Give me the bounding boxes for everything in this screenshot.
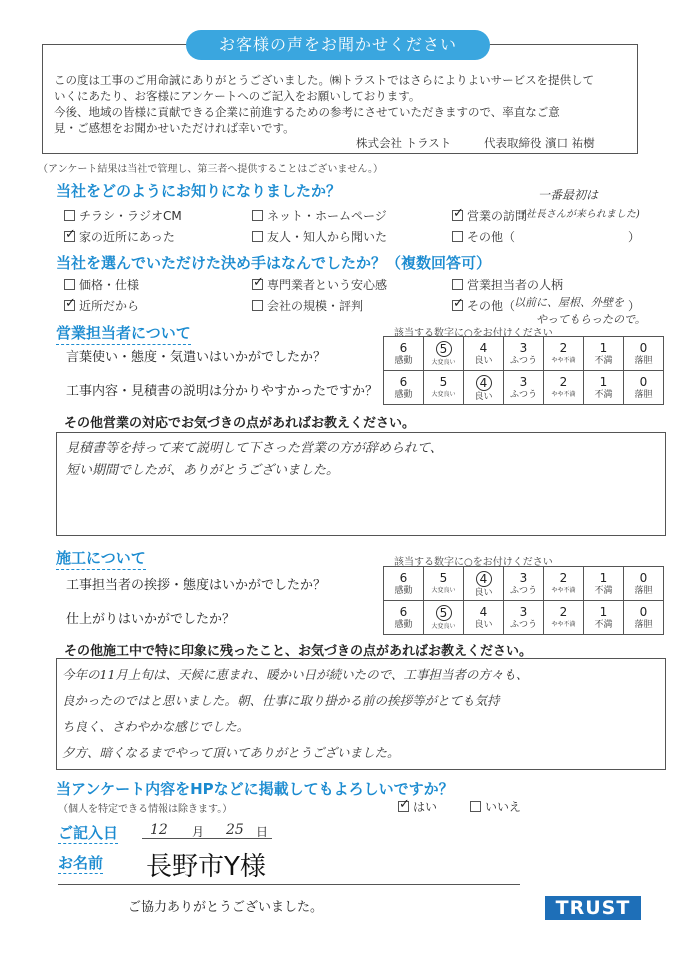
checkbox-checked[interactable] — [452, 300, 463, 311]
rating-cell[interactable]: 1 不満 — [584, 567, 624, 601]
company-name: 株式会社 トラスト — [356, 136, 452, 150]
q2-option-specialist[interactable]: ✓ 専門業者という安心感 — [252, 276, 387, 293]
checkbox-checked[interactable] — [252, 279, 263, 290]
q2-hand-note: 以前に、屋根、外壁を — [514, 296, 624, 309]
checkbox[interactable] — [64, 279, 75, 290]
sales-scale-note: 該当する数字に○をお付けください — [394, 328, 553, 339]
survey-banner: お客様の声をお聞かせください — [186, 30, 490, 60]
rating-cell[interactable]: 3 ふつう — [504, 601, 544, 635]
checkbox[interactable] — [452, 231, 463, 242]
rating-row — [384, 567, 664, 601]
month-unit: 月 — [192, 825, 205, 839]
rating-cell-selected[interactable]: 4 良い — [464, 371, 504, 405]
rating-cell[interactable]: 1 不満 — [584, 337, 624, 371]
hp-option-yes[interactable]: ✓ はい — [398, 798, 437, 815]
q2-option-reputation[interactable]: 会社の規模・評判 — [252, 297, 363, 314]
q1-option-other[interactable]: その他（ — [452, 228, 515, 245]
rating-cell[interactable]: 6 感動 — [384, 601, 424, 635]
rating-cell[interactable]: 0 落胆 — [624, 337, 664, 371]
construction-question-2: 仕上がりはいかがでしたか？ — [66, 612, 236, 627]
q1-close-paren: ） — [628, 230, 641, 244]
rating-cell[interactable]: 6 感動 — [384, 371, 424, 405]
comment-line: 良かったのではと思いました。朝、仕事に取り掛かる前の挨拶等がとても気持 — [62, 693, 500, 708]
comment-line: 見積書等を持って来て説明して下さった営業の方が辞められて、 — [66, 441, 443, 456]
checkbox-checked[interactable] — [452, 210, 463, 221]
q2-option-nearby[interactable]: ✓ 近所だから — [64, 297, 139, 314]
checkbox[interactable] — [452, 279, 463, 290]
intro-text — [54, 72, 632, 136]
rating-cell[interactable]: 6 感動 — [384, 567, 424, 601]
day-unit: 日 — [256, 825, 269, 839]
rating-cell[interactable]: 5 大変良い — [424, 371, 464, 405]
checkbox-checked[interactable] — [64, 300, 75, 311]
date-month: 12 — [150, 822, 168, 838]
construction-comment-text — [62, 662, 662, 766]
rating-cell[interactable]: 6 感動 — [384, 337, 424, 371]
rating-cell[interactable]: 3 ふつう — [504, 567, 544, 601]
checkbox-checked[interactable] — [64, 231, 75, 242]
q1-option-nearby[interactable]: ✓ 家の近所にあった — [64, 228, 175, 245]
construction-rating-table — [383, 566, 664, 635]
rating-cell[interactable]: 3 ふつう — [504, 337, 544, 371]
hp-question-title: 当アンケート内容をHPなどに掲載してもよろしいですか？ — [56, 780, 454, 798]
privacy-note: （アンケート結果は当社で管理し、第三者へ提供することはございません。） — [38, 164, 383, 175]
comment-line: ち良く、さわやかな感じでした。 — [62, 719, 250, 734]
date-line — [142, 838, 272, 839]
intro-line: この度は工事のご用命誠にありがとうございました。㈱トラストではさらによりよいサービスを提供して — [54, 73, 595, 87]
q1-option-web[interactable]: ネット・ホームページ — [252, 207, 387, 224]
intro-line: 今後、地域の皆様に貢献できる企業に前進するための参考にさせていただきますので、率直なご意 — [54, 105, 560, 119]
q1-option-visit[interactable]: ✓ 営業の訪問 — [452, 207, 527, 224]
q1-hand-note: 一番最初は — [538, 188, 599, 202]
q2-close-paren: ） — [628, 299, 641, 313]
trust-logo: TRUST — [545, 896, 641, 920]
sales-comment-prompt: その他営業の対応でお気づきの点があればお教えください。 — [64, 416, 416, 431]
hp-note: （個人を特定できる情報は除きます。） — [58, 804, 233, 815]
thanks-message: ご協力ありがとうございました。 — [128, 900, 324, 915]
rating-cell[interactable]: 3 ふつう — [504, 371, 544, 405]
q1-option-friend[interactable]: 友人・知人から聞いた — [252, 228, 387, 245]
checkbox[interactable] — [64, 210, 75, 221]
customer-name: 長野市Y様 — [146, 852, 266, 882]
comment-line: 夕方、暗くなるまでやって頂いてありがとうございました。 — [62, 745, 400, 760]
sales-rating-table — [383, 336, 664, 405]
q2-option-staff[interactable]: 営業担当者の人柄 — [452, 276, 563, 293]
checkbox[interactable] — [252, 300, 263, 311]
rating-cell[interactable]: 0 落胆 — [624, 601, 664, 635]
sales-question-1: 言葉使い・態度・気遣いはいかがでしたか？ — [66, 350, 327, 365]
rating-cell[interactable]: 0 落胆 — [624, 567, 664, 601]
checkbox[interactable] — [252, 210, 263, 221]
q1-hand-note-2: (社長さんが来られました) — [522, 209, 640, 220]
name-underline — [58, 884, 520, 885]
comment-line: 今年の11月上旬は、天候に恵まれ、暖かい日が続いたので、工事担当者の方々も、 — [62, 667, 529, 682]
intro-line: いくにあたり、お客様にアンケートへのご記入をお願いしております。 — [54, 89, 421, 103]
rating-cell[interactable]: 2 やや不満 — [544, 567, 584, 601]
name-label: お名前 — [58, 854, 104, 872]
hp-option-no[interactable]: いいえ — [470, 798, 521, 815]
q2-title: 当社を選んでいただけた決め手はなんでしたか？（複数回答可） — [56, 254, 492, 272]
construction-section-title: 施工について — [56, 547, 146, 570]
date-label: ご記入日 — [58, 824, 119, 842]
checkbox[interactable] — [470, 801, 481, 812]
q1-option-flyer[interactable]: チラシ・ラジオCM — [64, 207, 182, 224]
date-day: 25 — [226, 822, 244, 838]
rating-row — [384, 601, 664, 635]
q2-option-other[interactable]: ✓ その他（ — [452, 297, 515, 314]
sales-question-2: 工事内容・見積書の説明は分かりやすかったですか？ — [66, 384, 379, 399]
construction-comment-prompt: その他施工中で特に印象に残ったこと、お気づきの点があればお教えください。 — [64, 644, 533, 659]
checkbox[interactable] — [252, 231, 263, 242]
rating-cell[interactable]: 0 落胆 — [624, 371, 664, 405]
president-name: 代表取締役 濱口 祐樹 — [484, 136, 595, 150]
rating-row — [384, 337, 664, 371]
rating-cell[interactable]: 5 大変良い — [424, 567, 464, 601]
q2-hand-note-2: やってもらったので。 — [536, 313, 646, 326]
checkbox-checked[interactable] — [398, 801, 409, 812]
rating-cell[interactable]: 1 不満 — [584, 371, 624, 405]
rating-cell[interactable]: 4 良い — [464, 601, 504, 635]
rating-cell[interactable]: 1 不満 — [584, 601, 624, 635]
rating-cell[interactable]: 2 やや不満 — [544, 337, 584, 371]
sales-comment-text — [66, 438, 656, 482]
construction-scale-note: 該当する数字に○をお付けください — [394, 557, 553, 568]
rating-cell-selected[interactable]: 5 大変良い — [424, 337, 464, 371]
rating-cell-selected[interactable]: 5 大変良い — [424, 601, 464, 635]
rating-cell-selected[interactable]: 4 良い — [464, 567, 504, 601]
intro-line: 見・ご感想をお聞かせいただければ幸いです。 — [54, 121, 295, 135]
rating-cell[interactable]: 4 良い — [464, 337, 504, 371]
comment-line: 短い期間でしたが、ありがとうございました。 — [66, 463, 340, 478]
rating-row — [384, 371, 664, 405]
construction-question-1: 工事担当者の挨拶・態度はいかがでしたか？ — [66, 578, 327, 593]
rating-cell[interactable]: 2 やや不満 — [544, 371, 584, 405]
rating-cell[interactable]: 2 やや不満 — [544, 601, 584, 635]
sales-section-title: 営業担当者について — [56, 322, 191, 345]
q1-title: 当社をどのようにお知りになりましたか？ — [56, 182, 342, 200]
q2-option-price[interactable]: 価格・仕様 — [64, 276, 139, 293]
